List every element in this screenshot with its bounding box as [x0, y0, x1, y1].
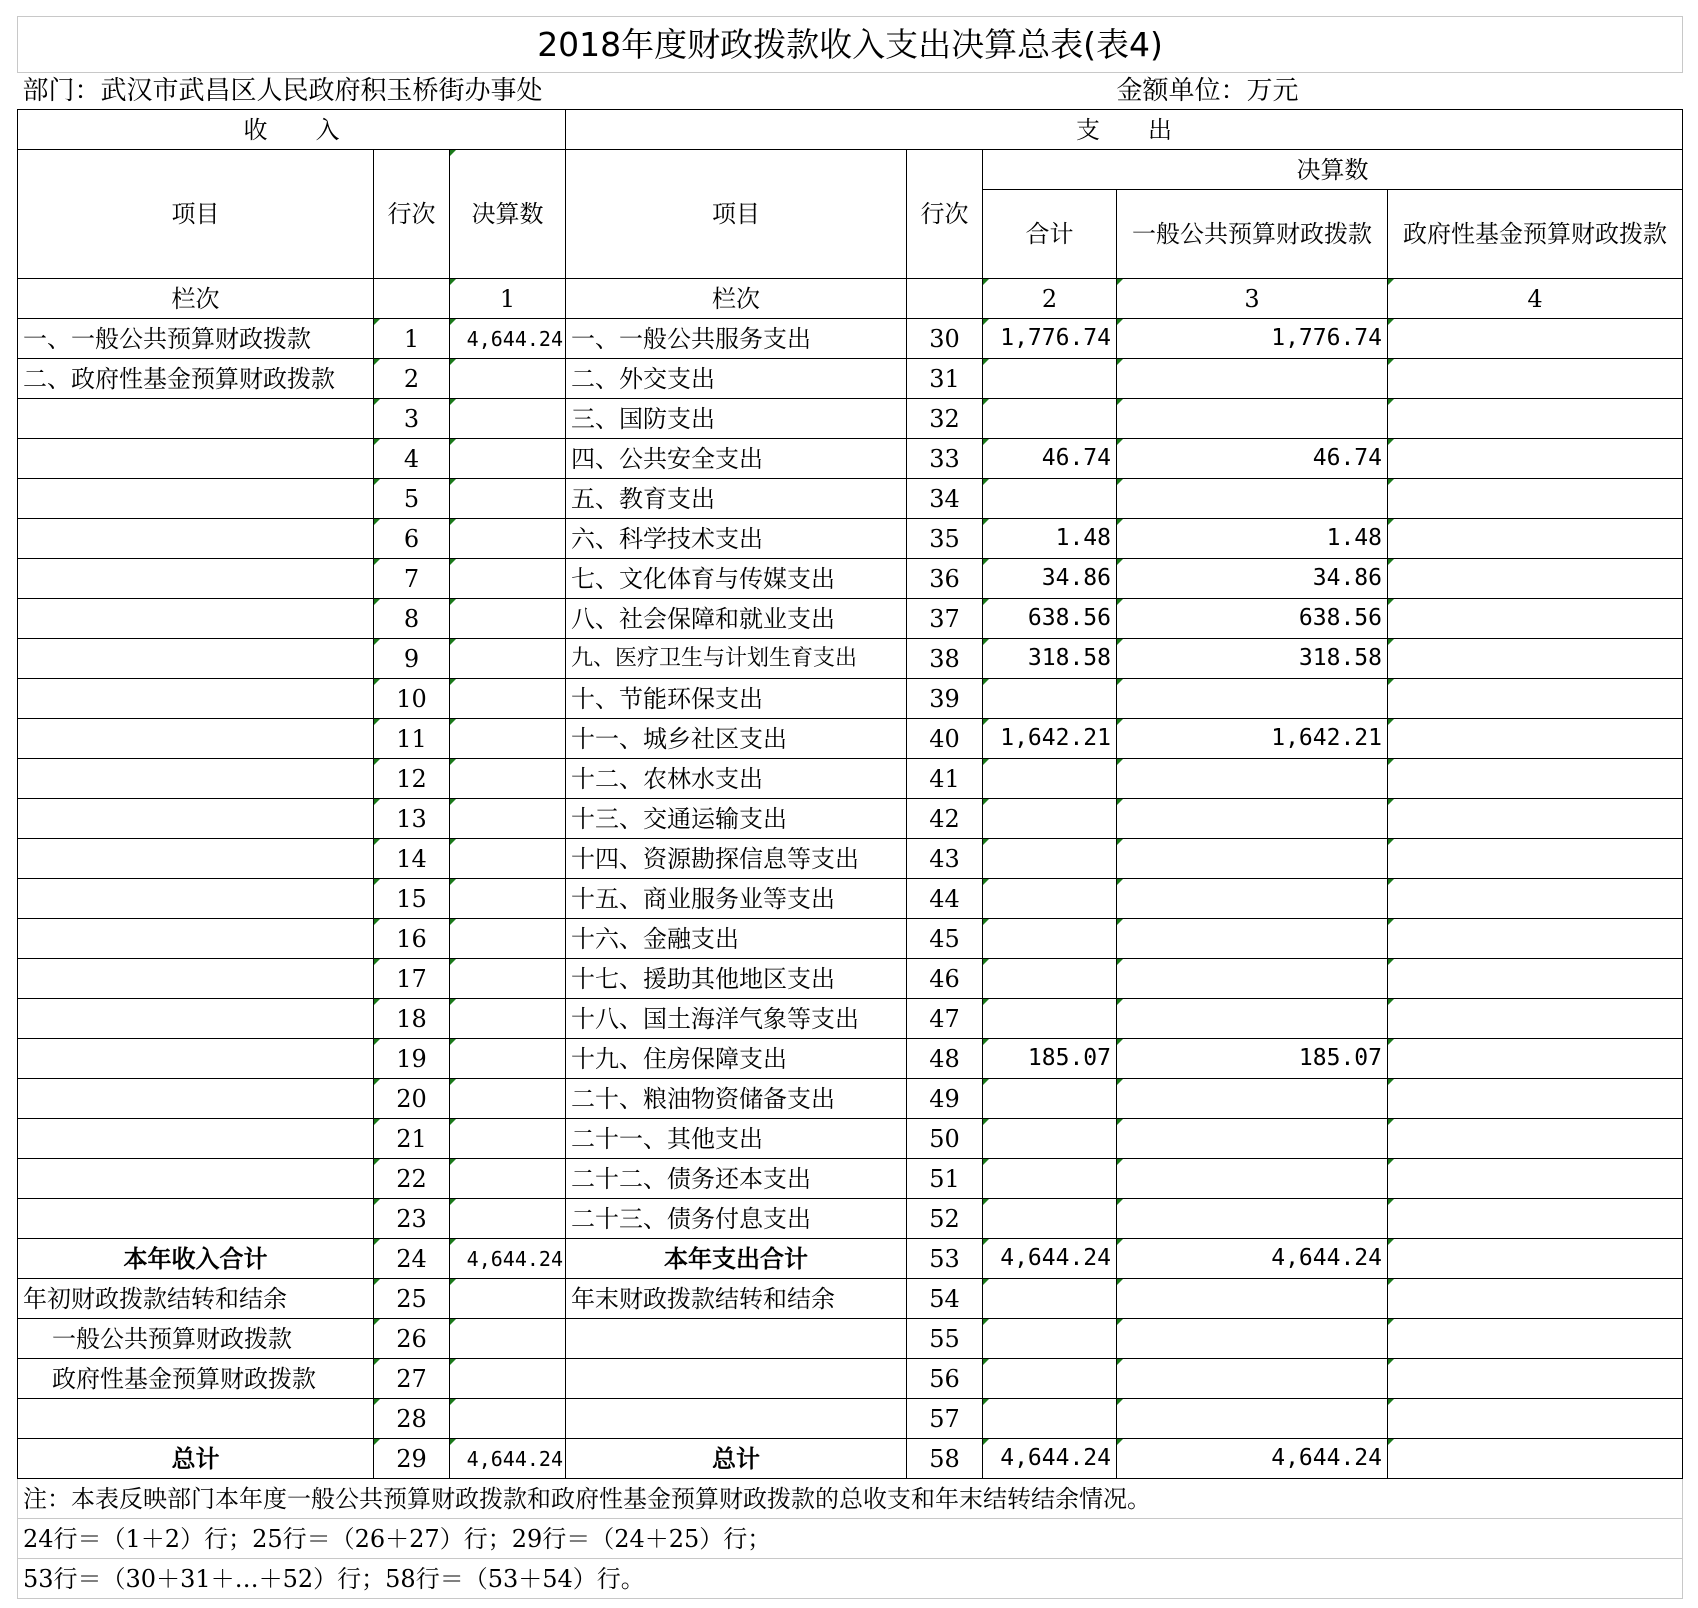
expense-item: 三、国防支出 [566, 399, 907, 439]
expense-general [1117, 1399, 1388, 1439]
expense-fund [1388, 319, 1683, 359]
expense-general [1117, 879, 1388, 919]
expense-fund [1388, 1239, 1683, 1279]
expense-row-number: 54 [907, 1279, 983, 1319]
expense-row-number: 52 [907, 1199, 983, 1239]
income-row-number: 27 [374, 1359, 450, 1399]
expense-general: 4,644.24 [1117, 1439, 1388, 1479]
expense-amount-group-header: 决算数 [983, 150, 1683, 190]
income-row-number: 28 [374, 1399, 450, 1439]
income-row-number: 11 [374, 719, 450, 759]
expense-total [983, 1079, 1117, 1119]
expense-row-number: 41 [907, 759, 983, 799]
expense-general: 4,644.24 [1117, 1239, 1388, 1279]
income-item [18, 1199, 374, 1239]
table-row [18, 1199, 1683, 1239]
column-index-3: 3 [1117, 279, 1388, 319]
expense-fund [1388, 1319, 1683, 1359]
income-item [18, 799, 374, 839]
column-index-blank-2 [907, 279, 983, 319]
expense-total [983, 679, 1117, 719]
subtotal-row [18, 1239, 1683, 1279]
expense-row-number: 46 [907, 959, 983, 999]
income-item: 二、政府性基金预算财政拨款 [18, 359, 374, 399]
expense-row-number: 33 [907, 439, 983, 479]
income-row-number: 3 [374, 399, 450, 439]
table-row [18, 599, 1683, 639]
income-item: 总计 [18, 1439, 374, 1479]
expense-row-number: 35 [907, 519, 983, 559]
expense-row-number: 56 [907, 1359, 983, 1399]
income-amount [450, 679, 566, 719]
income-item: 本年收入合计 [18, 1239, 374, 1279]
expense-item: 十五、商业服务业等支出 [566, 879, 907, 919]
income-item [18, 1399, 374, 1439]
income-amount [450, 1359, 566, 1399]
expense-row-number: 37 [907, 599, 983, 639]
budget-sheet [17, 16, 1682, 1599]
expense-fund [1388, 359, 1683, 399]
expense-fund [1388, 399, 1683, 439]
expense-fund [1388, 439, 1683, 479]
income-row-number: 10 [374, 679, 450, 719]
table-row [18, 399, 1683, 439]
income-amount [450, 1119, 566, 1159]
expense-item: 十七、援助其他地区支出 [566, 959, 907, 999]
expense-item: 八、社会保障和就业支出 [566, 599, 907, 639]
table-row [18, 679, 1683, 719]
expense-fund [1388, 999, 1683, 1039]
expense-total [983, 1279, 1117, 1319]
income-row-number: 2 [374, 359, 450, 399]
expense-general [1117, 1159, 1388, 1199]
expense-general [1117, 479, 1388, 519]
income-row-number: 13 [374, 799, 450, 839]
expense-row-number: 34 [907, 479, 983, 519]
expense-item: 二十、粮油物资储备支出 [566, 1079, 907, 1119]
expense-item: 十六、金融支出 [566, 919, 907, 959]
expense-item: 年末财政拨款结转和结余 [566, 1279, 907, 1319]
expense-item: 四、公共安全支出 [566, 439, 907, 479]
income-row-number: 4 [374, 439, 450, 479]
table-title: 2018年度财政拨款收入支出决算总表(表4) [18, 17, 1683, 73]
expense-total: 4,644.24 [983, 1239, 1117, 1279]
income-item [18, 719, 374, 759]
income-row-number: 16 [374, 919, 450, 959]
expense-fund [1388, 799, 1683, 839]
income-amount [450, 999, 566, 1039]
income-amount [450, 1319, 566, 1359]
income-item [18, 759, 374, 799]
income-item [18, 439, 374, 479]
expense-item: 二十一、其他支出 [566, 1119, 907, 1159]
column-index-2: 2 [983, 279, 1117, 319]
income-item [18, 879, 374, 919]
income-amount [450, 959, 566, 999]
income-item [18, 1119, 374, 1159]
table-row [18, 439, 1683, 479]
carryover-row [18, 1399, 1683, 1439]
income-row-number: 23 [374, 1199, 450, 1239]
expense-fund [1388, 1399, 1683, 1439]
expense-general [1117, 839, 1388, 879]
expense-row-number: 40 [907, 719, 983, 759]
expense-general [1117, 359, 1388, 399]
note-row [18, 1519, 1683, 1559]
expense-row-number: 39 [907, 679, 983, 719]
income-row-number: 7 [374, 559, 450, 599]
expense-fund [1388, 639, 1683, 679]
income-amount [450, 1279, 566, 1319]
expense-item: 十三、交通运输支出 [566, 799, 907, 839]
expense-general: 46.74 [1117, 439, 1388, 479]
expense-item-header: 项目 [566, 150, 907, 279]
income-item [18, 999, 374, 1039]
table-row [18, 519, 1683, 559]
expense-fund [1388, 479, 1683, 519]
carryover-row [18, 1279, 1683, 1319]
income-row-number: 20 [374, 1079, 450, 1119]
expense-general-header: 一般公共预算财政拨款 [1117, 190, 1388, 279]
income-row-number: 6 [374, 519, 450, 559]
income-row-number: 26 [374, 1319, 450, 1359]
expense-general [1117, 919, 1388, 959]
expense-total: 318.58 [983, 639, 1117, 679]
income-item: 政府性基金预算财政拨款 [18, 1359, 374, 1399]
table-row [18, 879, 1683, 919]
income-row-number: 8 [374, 599, 450, 639]
expense-total [983, 999, 1117, 1039]
expense-total: 638.56 [983, 599, 1117, 639]
income-amount [450, 479, 566, 519]
expense-item: 十九、住房保障支出 [566, 1039, 907, 1079]
income-amount: 4,644.24 [450, 1439, 566, 1479]
expense-total [983, 1319, 1117, 1359]
expense-item: 十八、国土海洋气象等支出 [566, 999, 907, 1039]
income-amount [450, 1199, 566, 1239]
expense-total-header: 合计 [983, 190, 1117, 279]
expense-item: 二十二、债务还本支出 [566, 1159, 907, 1199]
note-row [18, 1559, 1683, 1599]
expense-general: 1,776.74 [1117, 319, 1388, 359]
expense-row-number: 44 [907, 879, 983, 919]
expense-total [983, 839, 1117, 879]
table-row [18, 639, 1683, 679]
income-item [18, 959, 374, 999]
expense-general: 1,642.21 [1117, 719, 1388, 759]
footnote-text: 注：本表反映部门本年度一般公共预算财政拨款和政府性基金预算财政拨款的总收支和年末结转结余情况。 [18, 1479, 1683, 1519]
expense-fund [1388, 919, 1683, 959]
expense-total [983, 1399, 1117, 1439]
income-item [18, 839, 374, 879]
expense-total: 46.74 [983, 439, 1117, 479]
expense-total [983, 479, 1117, 519]
expense-item: 十四、资源勘探信息等支出 [566, 839, 907, 879]
income-amount [450, 919, 566, 959]
expense-fund [1388, 959, 1683, 999]
income-amount: 4,644.24 [450, 319, 566, 359]
income-amount [450, 1399, 566, 1439]
income-header: 收 入 [18, 110, 566, 150]
expense-total [983, 759, 1117, 799]
table-row [18, 1119, 1683, 1159]
income-item: 年初财政拨款结转和结余 [18, 1279, 374, 1319]
income-row-number: 21 [374, 1119, 450, 1159]
expense-row-number: 47 [907, 999, 983, 1039]
note-row [18, 1479, 1683, 1519]
expense-general [1117, 759, 1388, 799]
expense-row-number: 31 [907, 359, 983, 399]
expense-total: 4,644.24 [983, 1439, 1117, 1479]
expense-item: 九、医疗卫生与计划生育支出 [566, 639, 907, 679]
income-item: 一、一般公共预算财政拨款 [18, 319, 374, 359]
carryover-row [18, 1319, 1683, 1359]
expense-fund [1388, 559, 1683, 599]
table-row [18, 1079, 1683, 1119]
income-row-number: 14 [374, 839, 450, 879]
income-item [18, 479, 374, 519]
table-row [18, 1039, 1683, 1079]
expense-general [1117, 999, 1388, 1039]
expense-general [1117, 679, 1388, 719]
grand-total-row [18, 1439, 1683, 1479]
expense-fund [1388, 1039, 1683, 1079]
expense-fund [1388, 1159, 1683, 1199]
income-row-number: 12 [374, 759, 450, 799]
income-row-number: 22 [374, 1159, 450, 1199]
expense-general [1117, 1079, 1388, 1119]
expense-row-number: 50 [907, 1119, 983, 1159]
income-amount [450, 759, 566, 799]
expense-item [566, 1359, 907, 1399]
table-row [18, 999, 1683, 1039]
expense-total: 1.48 [983, 519, 1117, 559]
column-index-label: 栏次 [18, 279, 374, 319]
expense-item [566, 1399, 907, 1439]
income-amount-header: 决算数 [450, 150, 566, 279]
expense-general: 638.56 [1117, 599, 1388, 639]
expense-total: 34.86 [983, 559, 1117, 599]
income-item: 一般公共预算财政拨款 [18, 1319, 374, 1359]
expense-fund [1388, 719, 1683, 759]
footnote-text: 53行＝（30＋31＋…＋52）行；58行＝（53＋54）行。 [18, 1559, 1683, 1599]
income-row-number: 17 [374, 959, 450, 999]
income-amount [450, 1159, 566, 1199]
expense-item: 一、一般公共服务支出 [566, 319, 907, 359]
expense-row-number: 36 [907, 559, 983, 599]
expense-item: 五、教育支出 [566, 479, 907, 519]
expense-item: 七、文化体育与传媒支出 [566, 559, 907, 599]
unit-label: 金额单位：万元 [1117, 73, 1683, 110]
expense-fund [1388, 759, 1683, 799]
expense-fund [1388, 1119, 1683, 1159]
income-row-number: 9 [374, 639, 450, 679]
expense-total [983, 879, 1117, 919]
expense-row-number: 53 [907, 1239, 983, 1279]
expense-general: 34.86 [1117, 559, 1388, 599]
expense-item: 总计 [566, 1439, 907, 1479]
income-item [18, 519, 374, 559]
income-amount [450, 879, 566, 919]
expense-row-number: 58 [907, 1439, 983, 1479]
column-index-4: 4 [1388, 279, 1683, 319]
table-row [18, 479, 1683, 519]
expense-row-number: 43 [907, 839, 983, 879]
income-amount [450, 559, 566, 599]
expense-row-number: 48 [907, 1039, 983, 1079]
income-item [18, 639, 374, 679]
income-row-number: 19 [374, 1039, 450, 1079]
footnote-text: 24行＝（1＋2）行；25行＝（26＋27）行；29行＝（24＋25）行； [18, 1519, 1683, 1559]
expense-general [1117, 1279, 1388, 1319]
expense-total [983, 359, 1117, 399]
income-row-number: 25 [374, 1279, 450, 1319]
table-row [18, 319, 1683, 359]
table-row [18, 1159, 1683, 1199]
income-item [18, 559, 374, 599]
expense-total [983, 1359, 1117, 1399]
expense-row-number: 51 [907, 1159, 983, 1199]
expense-item: 二、外交支出 [566, 359, 907, 399]
income-item [18, 599, 374, 639]
column-index-label-2: 栏次 [566, 279, 907, 319]
expense-fund [1388, 1359, 1683, 1399]
carryover-row [18, 1359, 1683, 1399]
table-row [18, 559, 1683, 599]
income-item [18, 399, 374, 439]
table-row [18, 799, 1683, 839]
expense-item: 六、科学技术支出 [566, 519, 907, 559]
expense-row-number: 45 [907, 919, 983, 959]
expense-total [983, 1119, 1117, 1159]
income-item-header: 项目 [18, 150, 374, 279]
table-row [18, 719, 1683, 759]
income-amount: 4,644.24 [450, 1239, 566, 1279]
expense-header: 支 出 [566, 110, 1683, 150]
expense-row-number: 32 [907, 399, 983, 439]
income-amount [450, 359, 566, 399]
expense-general [1117, 959, 1388, 999]
expense-general: 318.58 [1117, 639, 1388, 679]
expense-general: 185.07 [1117, 1039, 1388, 1079]
expense-row-number: 57 [907, 1399, 983, 1439]
income-rowno-header: 行次 [374, 150, 450, 279]
expense-fund [1388, 839, 1683, 879]
income-row-number: 18 [374, 999, 450, 1039]
expense-row-number: 55 [907, 1319, 983, 1359]
income-item [18, 1159, 374, 1199]
expense-fund [1388, 1279, 1683, 1319]
income-row-number: 1 [374, 319, 450, 359]
table-row [18, 359, 1683, 399]
income-row-number: 5 [374, 479, 450, 519]
income-item [18, 1039, 374, 1079]
expense-general [1117, 1319, 1388, 1359]
expense-total [983, 919, 1117, 959]
expense-total [983, 1199, 1117, 1239]
expense-general [1117, 799, 1388, 839]
income-row-number: 15 [374, 879, 450, 919]
expense-general [1117, 1199, 1388, 1239]
expense-general [1117, 1359, 1388, 1399]
income-amount [450, 1079, 566, 1119]
income-item [18, 919, 374, 959]
expense-fund [1388, 879, 1683, 919]
expense-row-number: 42 [907, 799, 983, 839]
income-amount [450, 599, 566, 639]
income-amount [450, 439, 566, 479]
expense-fund [1388, 679, 1683, 719]
income-amount [450, 1039, 566, 1079]
income-amount [450, 519, 566, 559]
expense-total: 1,776.74 [983, 319, 1117, 359]
expense-item [566, 1319, 907, 1359]
expense-item: 十二、农林水支出 [566, 759, 907, 799]
column-index-1: 1 [450, 279, 566, 319]
expense-row-number: 30 [907, 319, 983, 359]
income-item [18, 679, 374, 719]
expense-total: 1,642.21 [983, 719, 1117, 759]
expense-item: 本年支出合计 [566, 1239, 907, 1279]
table-row [18, 919, 1683, 959]
table-row [18, 759, 1683, 799]
income-amount [450, 399, 566, 439]
expense-total [983, 399, 1117, 439]
income-row-number: 24 [374, 1239, 450, 1279]
column-index-blank [374, 279, 450, 319]
expense-general: 1.48 [1117, 519, 1388, 559]
final-accounts-table [17, 16, 1683, 1599]
income-item [18, 1079, 374, 1119]
expense-fund [1388, 519, 1683, 559]
expense-fund [1388, 1439, 1683, 1479]
expense-fund-header: 政府性基金预算财政拨款 [1388, 190, 1683, 279]
expense-general [1117, 1119, 1388, 1159]
expense-fund [1388, 1199, 1683, 1239]
expense-row-number: 38 [907, 639, 983, 679]
expense-item: 十一、城乡社区支出 [566, 719, 907, 759]
expense-item: 二十三、债务付息支出 [566, 1199, 907, 1239]
income-amount [450, 639, 566, 679]
income-amount [450, 839, 566, 879]
income-row-number: 29 [374, 1439, 450, 1479]
income-amount [450, 719, 566, 759]
expense-row-number: 49 [907, 1079, 983, 1119]
expense-total [983, 799, 1117, 839]
table-row [18, 959, 1683, 999]
department-label: 部门：武汉市武昌区人民政府积玉桥街办事处 [18, 73, 1117, 110]
expense-rowno-header: 行次 [907, 150, 983, 279]
expense-general [1117, 399, 1388, 439]
expense-total [983, 1159, 1117, 1199]
expense-item: 十、节能环保支出 [566, 679, 907, 719]
expense-total: 185.07 [983, 1039, 1117, 1079]
expense-fund [1388, 1079, 1683, 1119]
expense-fund [1388, 599, 1683, 639]
table-row [18, 839, 1683, 879]
income-amount [450, 799, 566, 839]
expense-total [983, 959, 1117, 999]
